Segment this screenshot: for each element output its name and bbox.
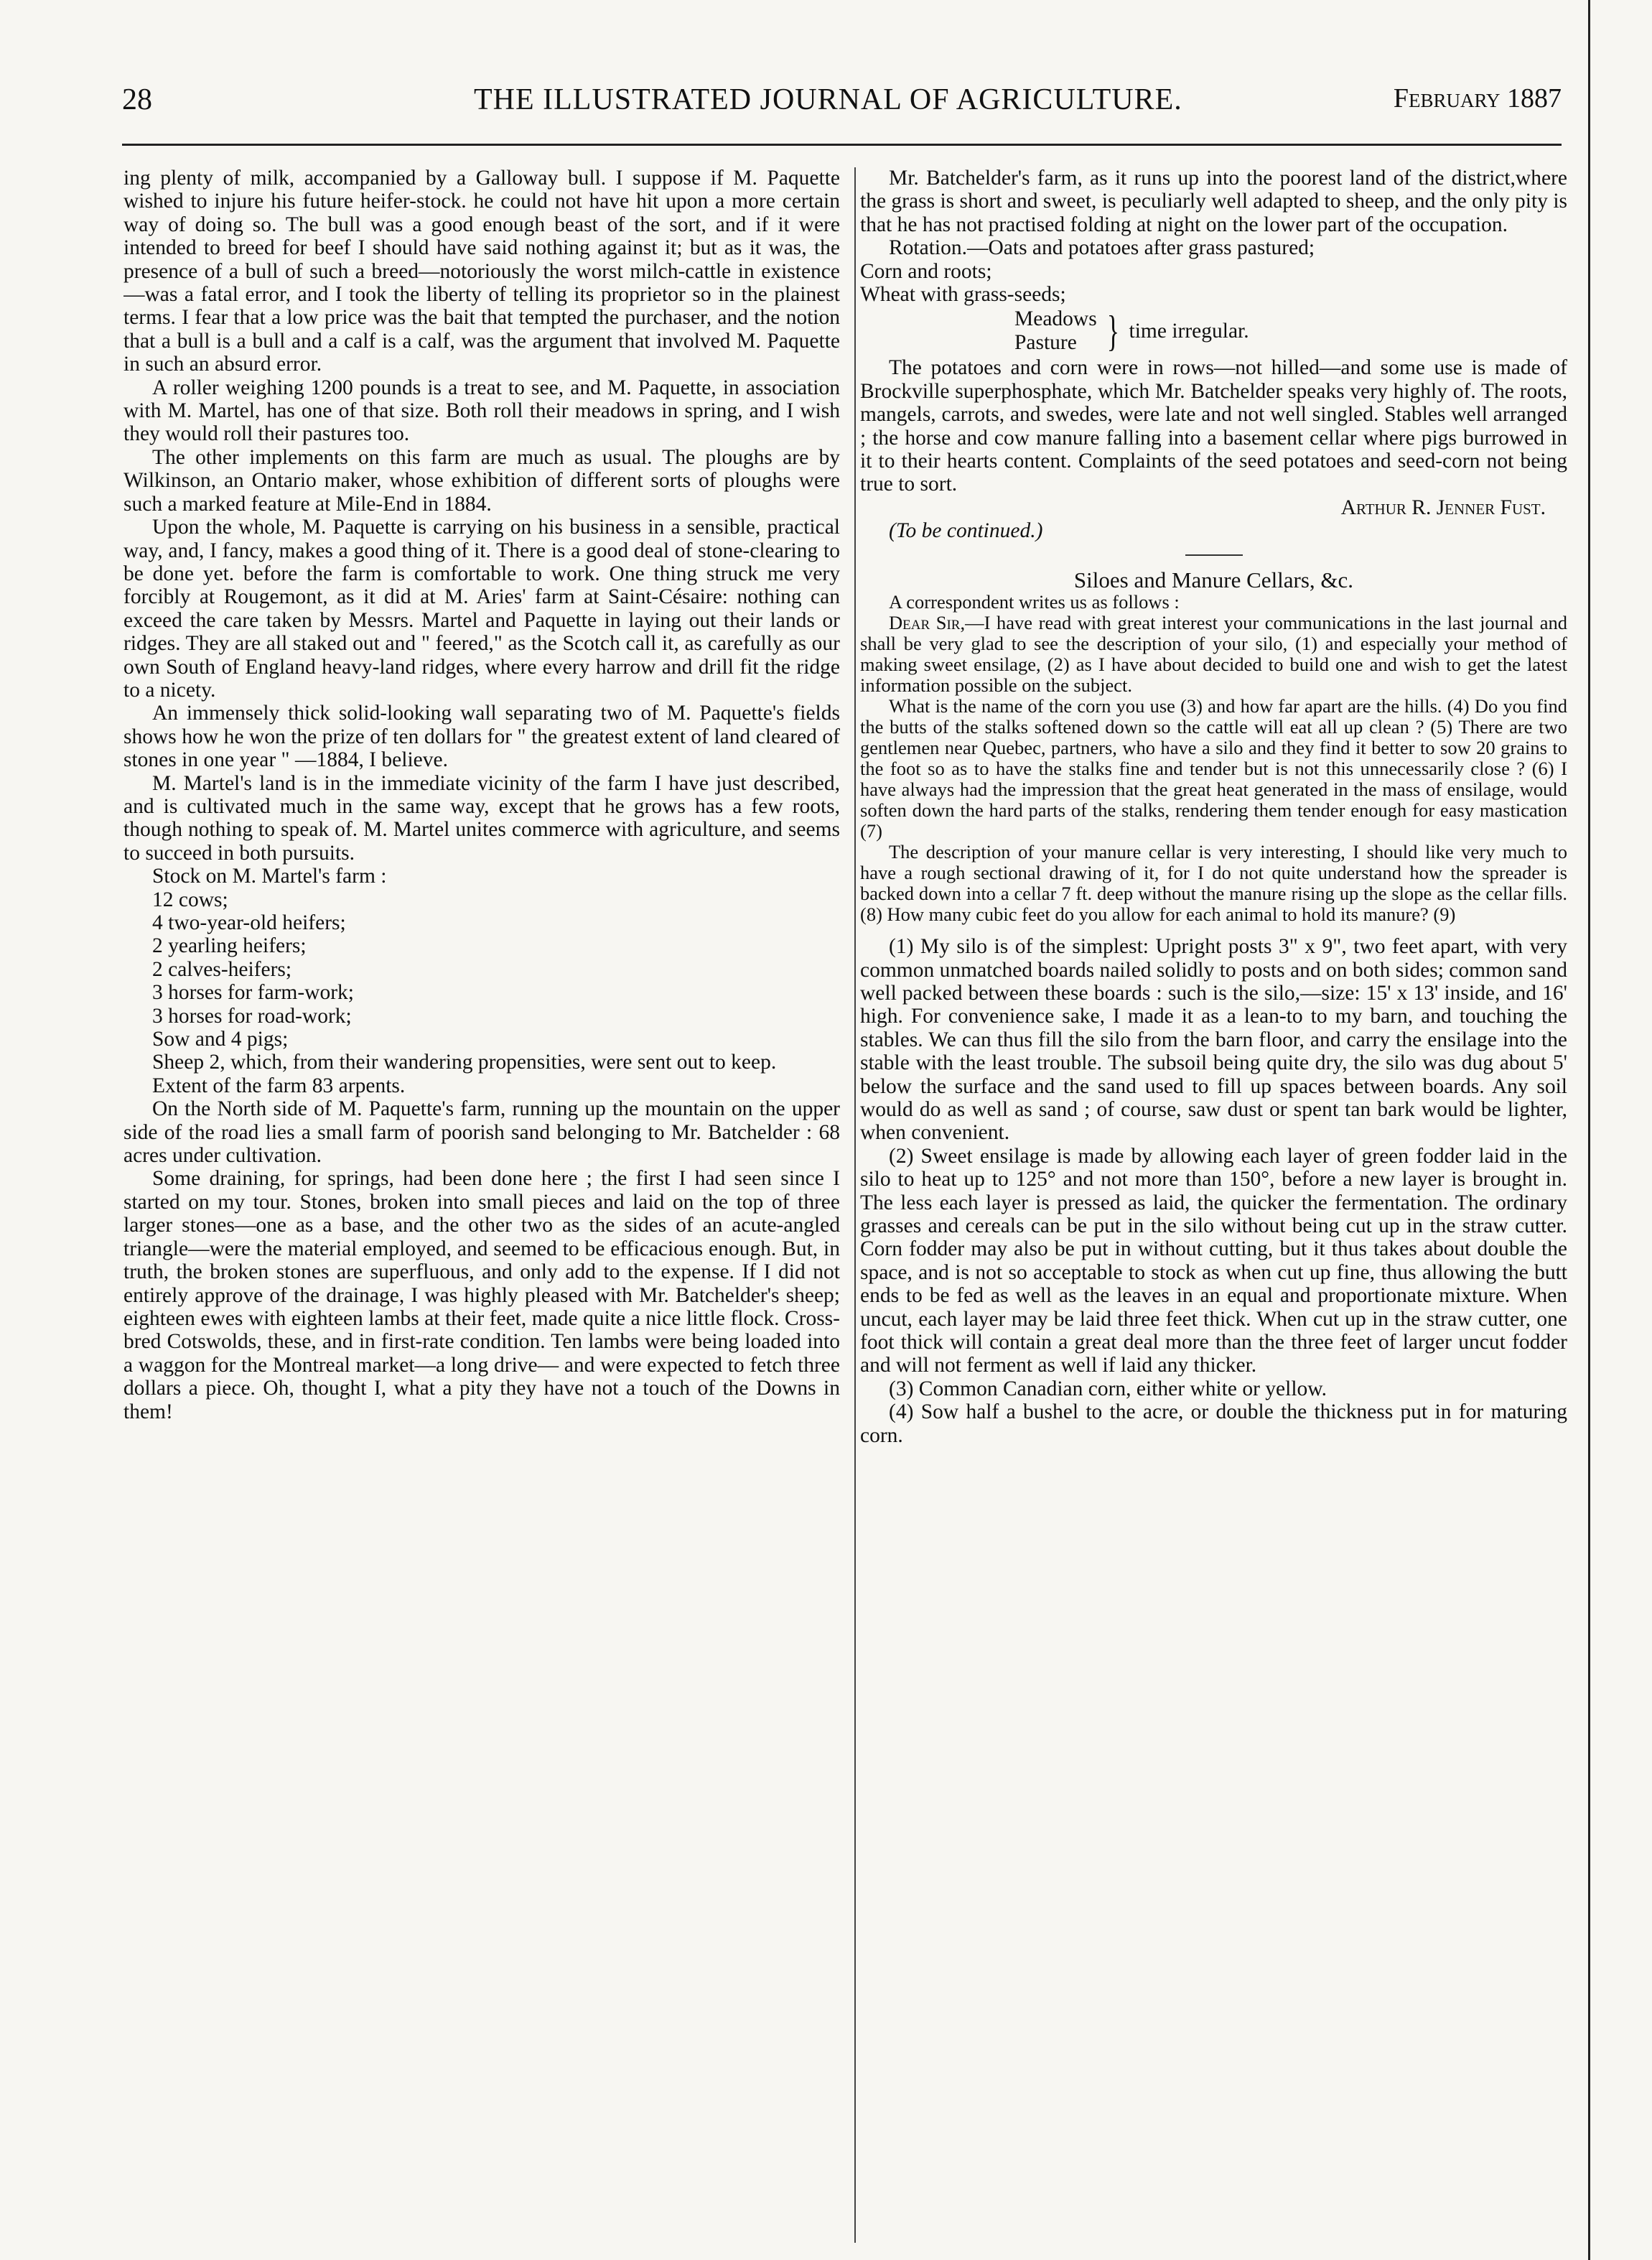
paragraph: Extent of the farm 83 arpents.: [152, 1074, 406, 1097]
stock-item: Sow and 4 pigs;: [152, 1028, 289, 1051]
page-edge-line: [1588, 0, 1590, 2260]
paragraph: Mr. Batchelder's farm, as it runs up into the poorest land of the district,where the grass is short and sweet, is peculiarly well adapted to sheep, and the only pity is that he has not practised folding at night on the lower part of the occupation.: [860, 167, 1567, 236]
letter-paragraph: [860, 613, 1567, 696]
paragraph: A roller weighing 1200 pounds is a treat to see, and M. Paquette, in association with M. Martel, has one of that size. Both roll their meadows in spring, and I wish they would roll their pastures too.: [123, 376, 840, 446]
answer-paragraph: (2) Sweet ensilage is made by allowing each layer of green fodder laid in the silo to heat up to 125° and not more than 150°, before a new layer is brought in. The less each layer is pressed as laid, the quicker the fermentation. The ordinary grasses and cereals can be put in the silo without being cut up in the straw cutter. Corn fodder may also be put in without cutting, but it thus takes about double the space, and is not so acceptable to stock as when cut up fine, thus allowing the butt ends to be fed as well as the leaves in an equal and proportionate mixture. When uncut, each layer may be laid three feet thick. When cut up in the straw cutter, one foot thick will contain a great deal more than the three feet of larger uncut fodder and will not ferment as well if laid any thicker.: [860, 1144, 1567, 1377]
paragraph: On the North side of M. Paquette's farm, running up the mountain on the upper side of the road lies a small farm of poorish sand belonging to Mr. Batchelder : 68 acres under cultivation.: [123, 1097, 840, 1168]
letter-intro: A correspondent writes us as follows :: [889, 591, 1180, 613]
section-rule: [1185, 554, 1243, 556]
continued-note: (To be continued.): [889, 519, 1043, 543]
paragraph: An immensely thick solid-looking wall separating two of M. Paquette's fields shows how he won the prize of ten dollars for " the greatest extent of land cleared of stones in one year " —1884, I believe.: [123, 702, 840, 772]
time-irregular-label: time irregular.: [1129, 320, 1249, 343]
paragraph: Upon the whole, M. Paquette is carrying on his business in a sensible, practical way, and, I fancy, makes a good thing of it. There is a good deal of stone-clearing to be done yet. before the farm is comfortable to work. One thing struck me very forcibly at Rougemont, as it did at M. Aries' farm at Saint-Césaire: nothing can exceed the care taken by Messrs. Martel and Paquette in laying out their lands or ridges. They are all staked out and " feered," as the Scotch call it, as carefully as our own South of England heavy-land ridges, where every harrow and drill fit the ridge to a nicety.: [123, 516, 840, 702]
stock-item: 12 cows;: [152, 888, 228, 911]
letter-paragraph: What is the name of the corn you use (3) and how far apart are the hills. (4) Do you find the butts of the stalks softened down so the cattle will eat all up clean ? (5) There are two gentlemen near Quebec, partners, who have a silo and they find it better to sow 20 grains to the foot so as to have the stalks fine and tender but is not this unnecessarily close ? (6) I have always had the impression that the great heat generated in the mass of ensilage, would soften down the hard parts of the stalks, rendering them tender enough for easy mastication (7): [860, 695, 1567, 842]
meadows-label: Meadows: [1014, 307, 1097, 331]
pasture-label: Pasture: [1014, 331, 1077, 355]
paragraph: The potatoes and corn were in rows—not hilled—and some use is made of Brockville superphosphate, which Mr. Batchelder speaks very highly of. The roots, mangels, carrots, and swedes, were late and not well singled. Stables well arranged ; the horse and cow manure falling into a basement cellar where pigs burrowed in it to their hearts content. Complaints of the seed potatoes and seed-corn not being true to sort.: [860, 356, 1567, 496]
paragraph: M. Martel's land is in the immediate vicinity of the farm I have just described, and is cultivated much in the same way, except that he grows has a few roots, though nothing to speak of. M. Martel unites commerce with agriculture, and seems to succeed in both pursuits.: [123, 771, 840, 865]
column-divider: [854, 167, 856, 2243]
paragraph: The other implements on this farm are much as usual. The ploughs are by Wilkinson, an Ontario maker, whose exhibition of different sorts of ploughs were such a marked feature at Mile-End in 1884.: [123, 445, 840, 516]
header-rule: [122, 144, 1562, 146]
stock-item: 4 two-year-old heifers;: [152, 911, 346, 934]
stock-item: 3 horses for road-work;: [152, 1004, 352, 1028]
letter-salutation: Dear Sir,: [889, 612, 966, 634]
paragraph: Sheep 2, which, from their wandering propensities, were sent out to keep.: [152, 1051, 777, 1074]
rotation-item: Wheat with grass-seeds;: [860, 283, 1066, 307]
rotation-label: Rotation.—Oats and potatoes after grass pastured;: [889, 236, 1315, 260]
left-column: [123, 167, 840, 2249]
rotation-item: Corn and roots;: [860, 259, 992, 283]
stock-item: 2 calves-heifers;: [152, 957, 292, 981]
journal-title: THE ILLUSTRATED JOURNAL OF AGRICULTURE.: [474, 83, 1182, 116]
correspondent-letter: [860, 592, 1567, 925]
meadows-pasture-group: [1014, 306, 1567, 356]
issue-date: February 1887: [1393, 83, 1562, 113]
paragraph: Some draining, for springs, had been done here ; the first I had seen since I started on my tour. Stones, broken into small pieces and laid on the top of three larger stones—one as a base, and the other two as the sides of an acute-angled triangle—were the material employed, and seemed to be efficacious enough. But, in truth, the broken stones are superfluous, and only add to the expense. If I did not entirely approve of the drainage, I was highly pleased with Mr. Batchelder's sheep; eighteen ewes with eighteen lambs at their feet, made quite a nice little flock. Cross-bred Cotswolds, these, and in first-rate condition. Ten lambs were being loaded into a waggon for the Montreal market—a long drive— and were expected to fetch three dollars a piece. Oh, thought I, what a pity they have not a touch of the Downs in them!: [123, 1167, 840, 1423]
paragraph: ing plenty of milk, accompanied by a Galloway bull. I suppose if M. Paquette wished to injure his future heifer-stock. he could not have hit upon a more certain way of doing so. The bull was a good enough beast of the sort, and if it were intended to breed for beef I should have said nothing against it; but as it was, the presence of a bull of such a breed—notoriously the worst milch-cattle in existence—was a fatal error, and I took the liberty of telling its proprietor so in the plainest terms. I fear that a low price was the bait that tempted the purchaser, and the notion that a bull is a bull and a calf is a calf, was the argument that involved M. Paquette in such an absurd error.: [123, 167, 840, 376]
spacer: [860, 925, 1567, 935]
section-title: Siloes and Manure Cellars, &c.: [1073, 567, 1354, 592]
letter-text: —I have read with great interest your communications in the last journal and shall be very glad to see the description of your silo, (1) and especially your method of making sweet ensilage, (2) as I have about decided to build one and wish to get the latest information possible on the subject.: [860, 612, 1567, 697]
author-signature: Arthur R. Jenner Fust.: [1340, 496, 1546, 519]
stock-item: 3 horses for farm-work;: [152, 981, 354, 1005]
right-column: [860, 167, 1567, 2249]
answer-paragraph: (4) Sow half a bushel to the acre, or double the thickness put in for maturing corn.: [860, 1400, 1567, 1447]
page-number: 28: [122, 83, 152, 116]
brace-glyph: }: [1106, 307, 1119, 355]
letter-paragraph: The description of your manure cellar is very interesting, I should like very much to have a rough sectional drawing of it, for I do not quite understand how the spreader is backed down into a cellar 7 ft. deep without the manure rising up the slope as the cellar fills. (8) How many cubic feet do you allow for each animal to hold its manure? (9): [860, 841, 1567, 926]
stock-item: 2 yearling heifers;: [152, 934, 307, 958]
answer-paragraph: (1) My silo is of the simplest: Upright posts 3" x 9", two feet apart, with very common unmatched boards nailed solidly to posts and on both sides; common sand well packed between these boards : such is the silo,—size: 15' x 13' inside, and 16' high. For convenience sake, I made it as a lean-to to my barn, and touching the stables. We can thus fill the silo from the barn floor, and carry the ensilage into the stable with the least trouble. The subsoil being quite dry, the silo was dug about 5' below the surface and the sand used to fill up spaces between boards. Any soil would do as well as sand ; of course, saw dust or spent tan bark would be lighter, when convenient.: [860, 935, 1567, 1145]
page-header: [122, 83, 1562, 126]
answer-paragraph: (3) Common Canadian corn, either white or yellow.: [889, 1377, 1327, 1400]
stock-heading: Stock on M. Martel's farm :: [152, 865, 387, 888]
